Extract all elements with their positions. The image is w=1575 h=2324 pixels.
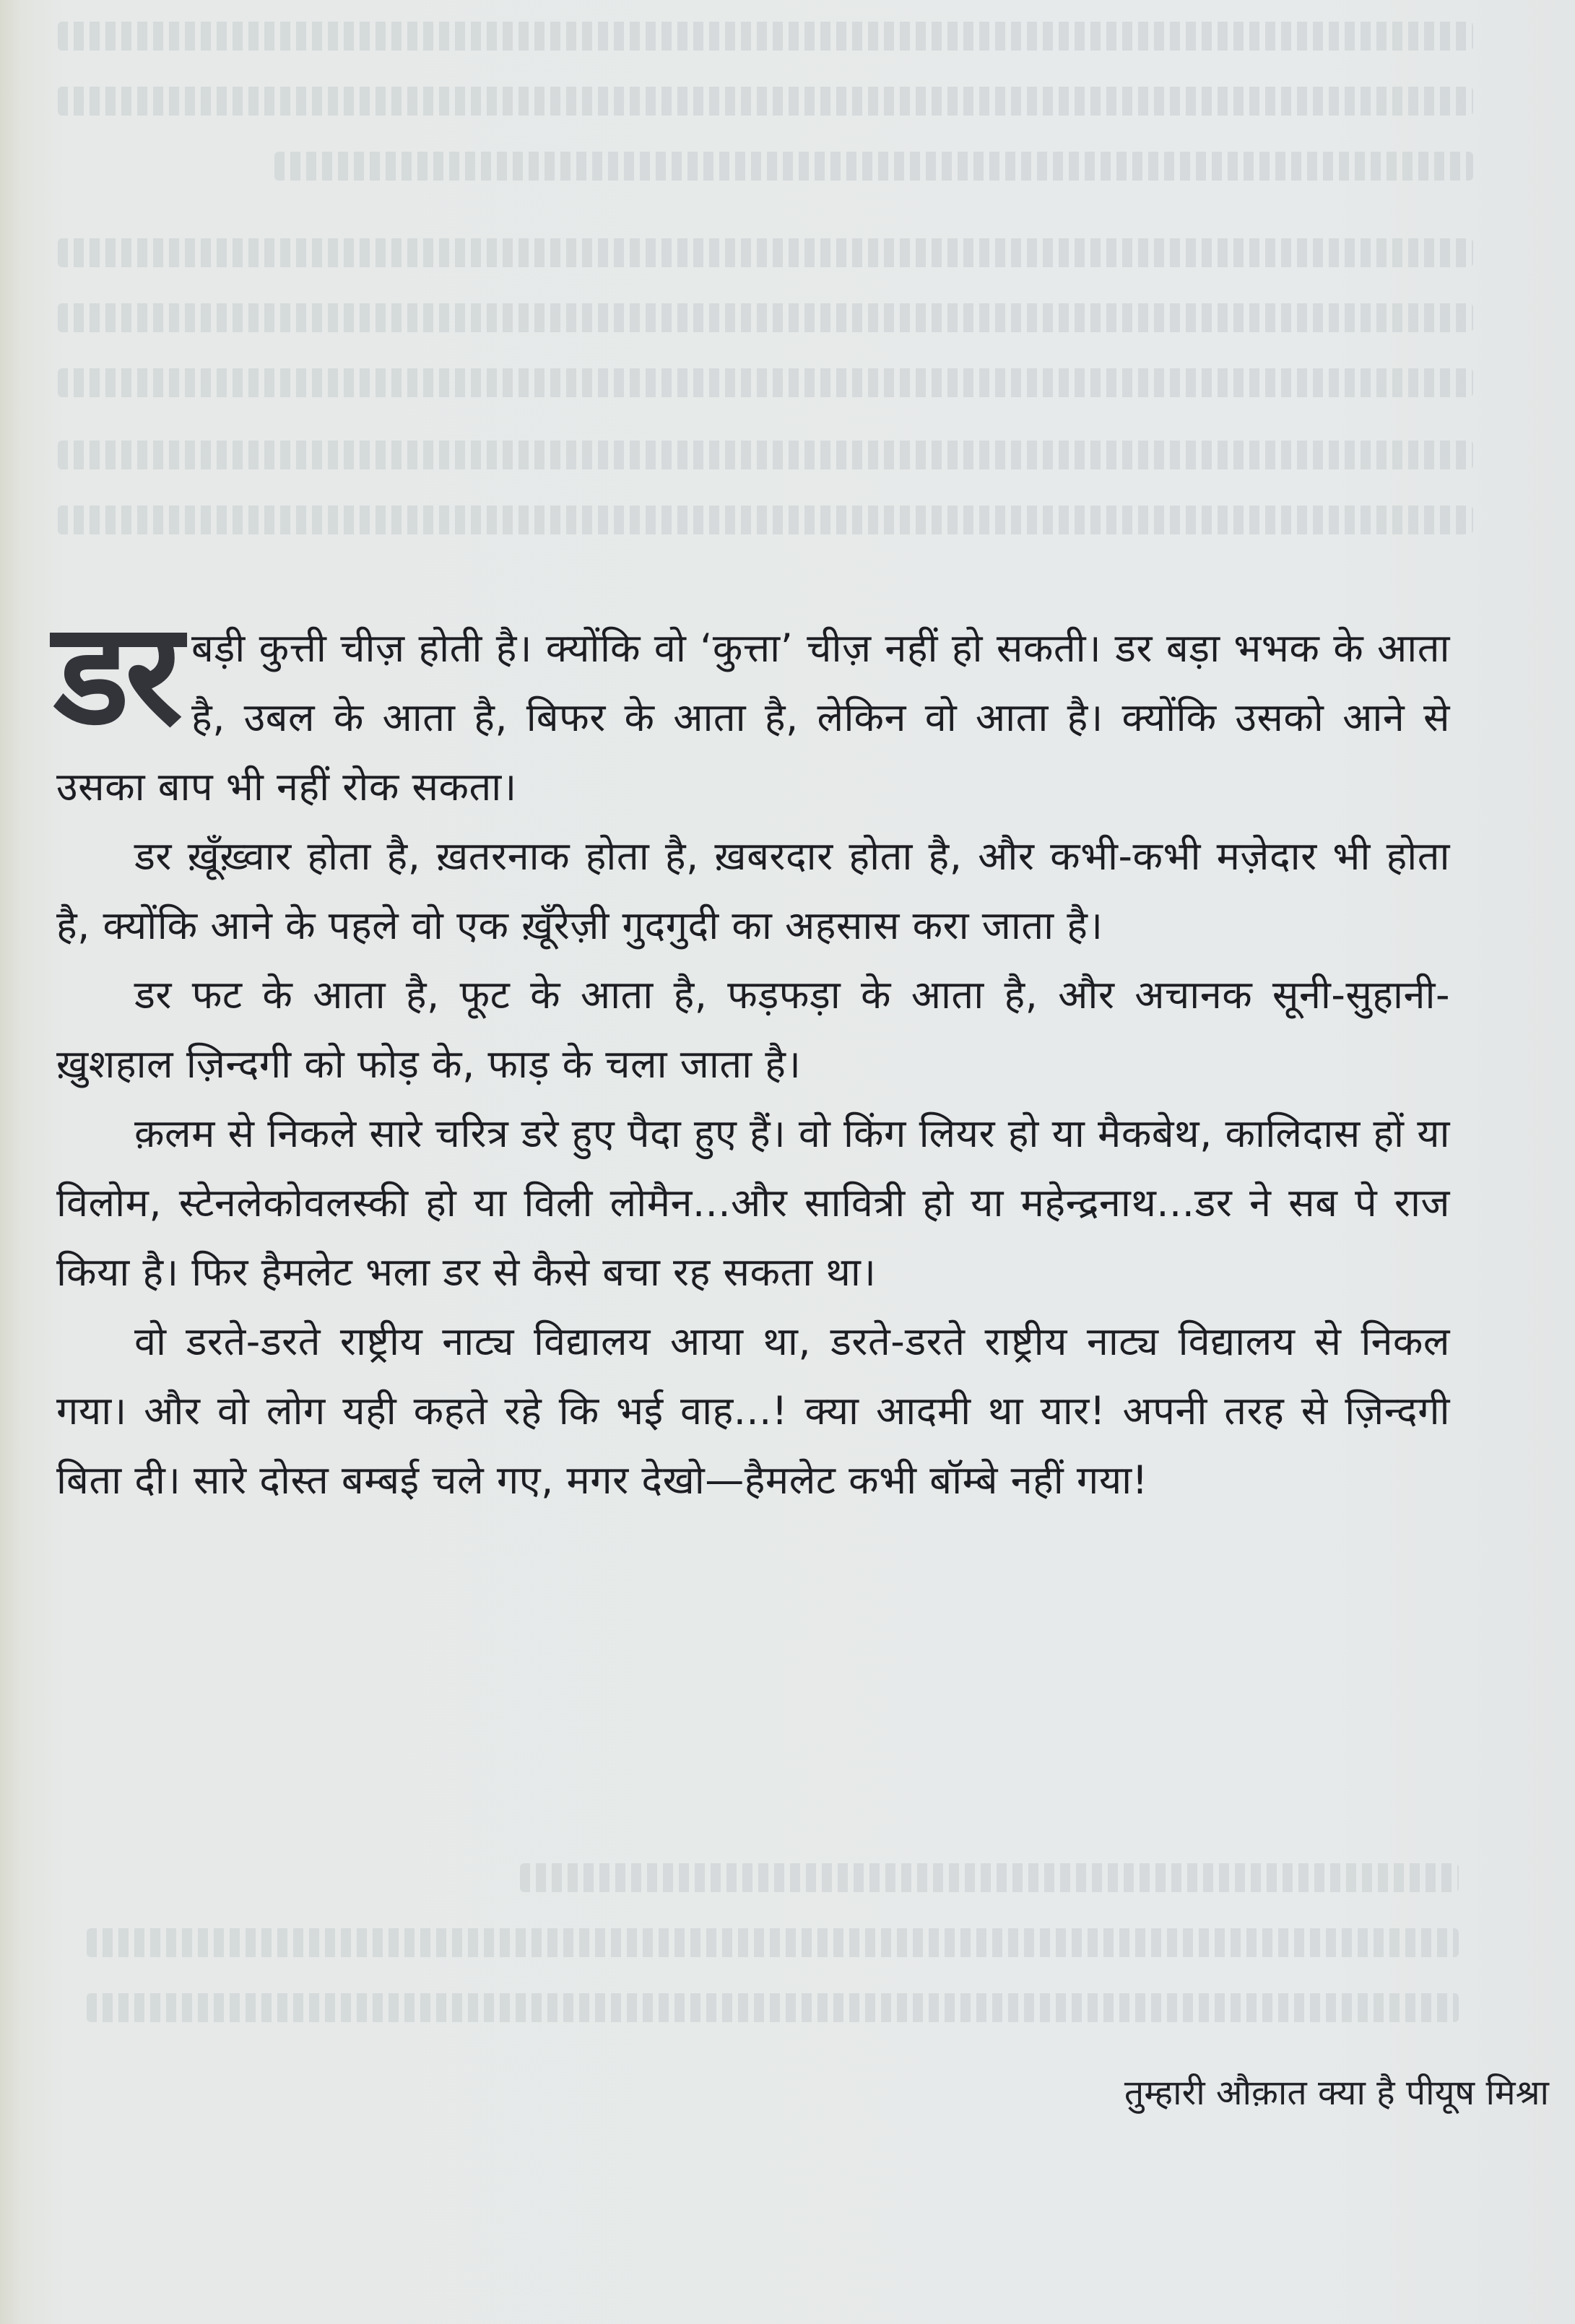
book-attribution-caption: तुम्हारी औक़ात क्या है पीयूष मिश्रा xyxy=(1124,2073,1549,2113)
reverse-side-show-through xyxy=(58,14,1517,563)
paragraph-1 xyxy=(53,592,1450,822)
ghost-line xyxy=(58,238,1473,267)
ghost-line xyxy=(58,303,1473,332)
paragraph-2: डर ख़ूँख़्वार होता है, ख़तरनाक होता है, ख़बरदार होता है, और कभी-कभी मज़ेदार भी होता है, क्योंकि आने के पहले वो एक ख़ूँरेज़ी गुदगुदी का अहसास करा जाता है। xyxy=(56,833,1450,948)
ghost-line xyxy=(58,22,1473,51)
paragraph-1-text: बड़ी कुत्ती चीज़ होती है। क्योंकि वो ‘कुत्ता’ चीज़ नहीं हो सकती। डर बड़ा भभक के आता है, उबल के आता है, बिफर के आता है, लेकिन वो आता है। क्योंकि उसको आने से उसका बाप भी नहीं रोक सकता। xyxy=(56,625,1450,810)
ghost-line xyxy=(58,87,1473,116)
ghost-line xyxy=(58,368,1473,397)
paragraph-5: वो डरते-डरते राष्ट्रीय नाट्य विद्यालय आया था, डरते-डरते राष्ट्रीय नाट्य विद्यालय से निकल गया। और वो लोग यही कहते रहे कि भई वाह...! क्या आदमी था यार! अपनी तरह से ज़िन्दगी बिता दी। सारे दोस्त बम्बई चले गए, मगर देखो—हैमलेट कभी बॉम्बे नहीं गया! xyxy=(56,1319,1450,1503)
ghost-line xyxy=(58,441,1473,469)
ghost-line xyxy=(87,1993,1459,2022)
drop-cap: डर xyxy=(53,592,179,757)
ghost-line xyxy=(274,152,1473,181)
paragraph-3: डर फट के आता है, फूट के आता है, फड़फड़ा के आता है, और अचानक सूनी-सुहानी-ख़ुशहाल ज़िन्दगी को फोड़ के, फाड़ के चला जाता है। xyxy=(56,972,1450,1087)
ghost-line xyxy=(87,1928,1459,1957)
paragraph-4: क़लम से निकले सारे चरित्र डरे हुए पैदा हुए हैं। वो किंग लियर हो या मैकबेथ, कालिदास हों या विलोम, स्टेनलेकोवलस्की हो या विली लोमैन...और सावित्री हो या महेन्द्रनाथ...डर ने सब पे राज किया है। फिर हैमलेट भला डर से कैसे बचा रह सकता था। xyxy=(56,1111,1450,1295)
ghost-line xyxy=(520,1863,1459,1892)
reverse-side-show-through-bottom xyxy=(87,1863,1459,2051)
article-body xyxy=(53,592,1450,1515)
ghost-line xyxy=(58,506,1473,534)
